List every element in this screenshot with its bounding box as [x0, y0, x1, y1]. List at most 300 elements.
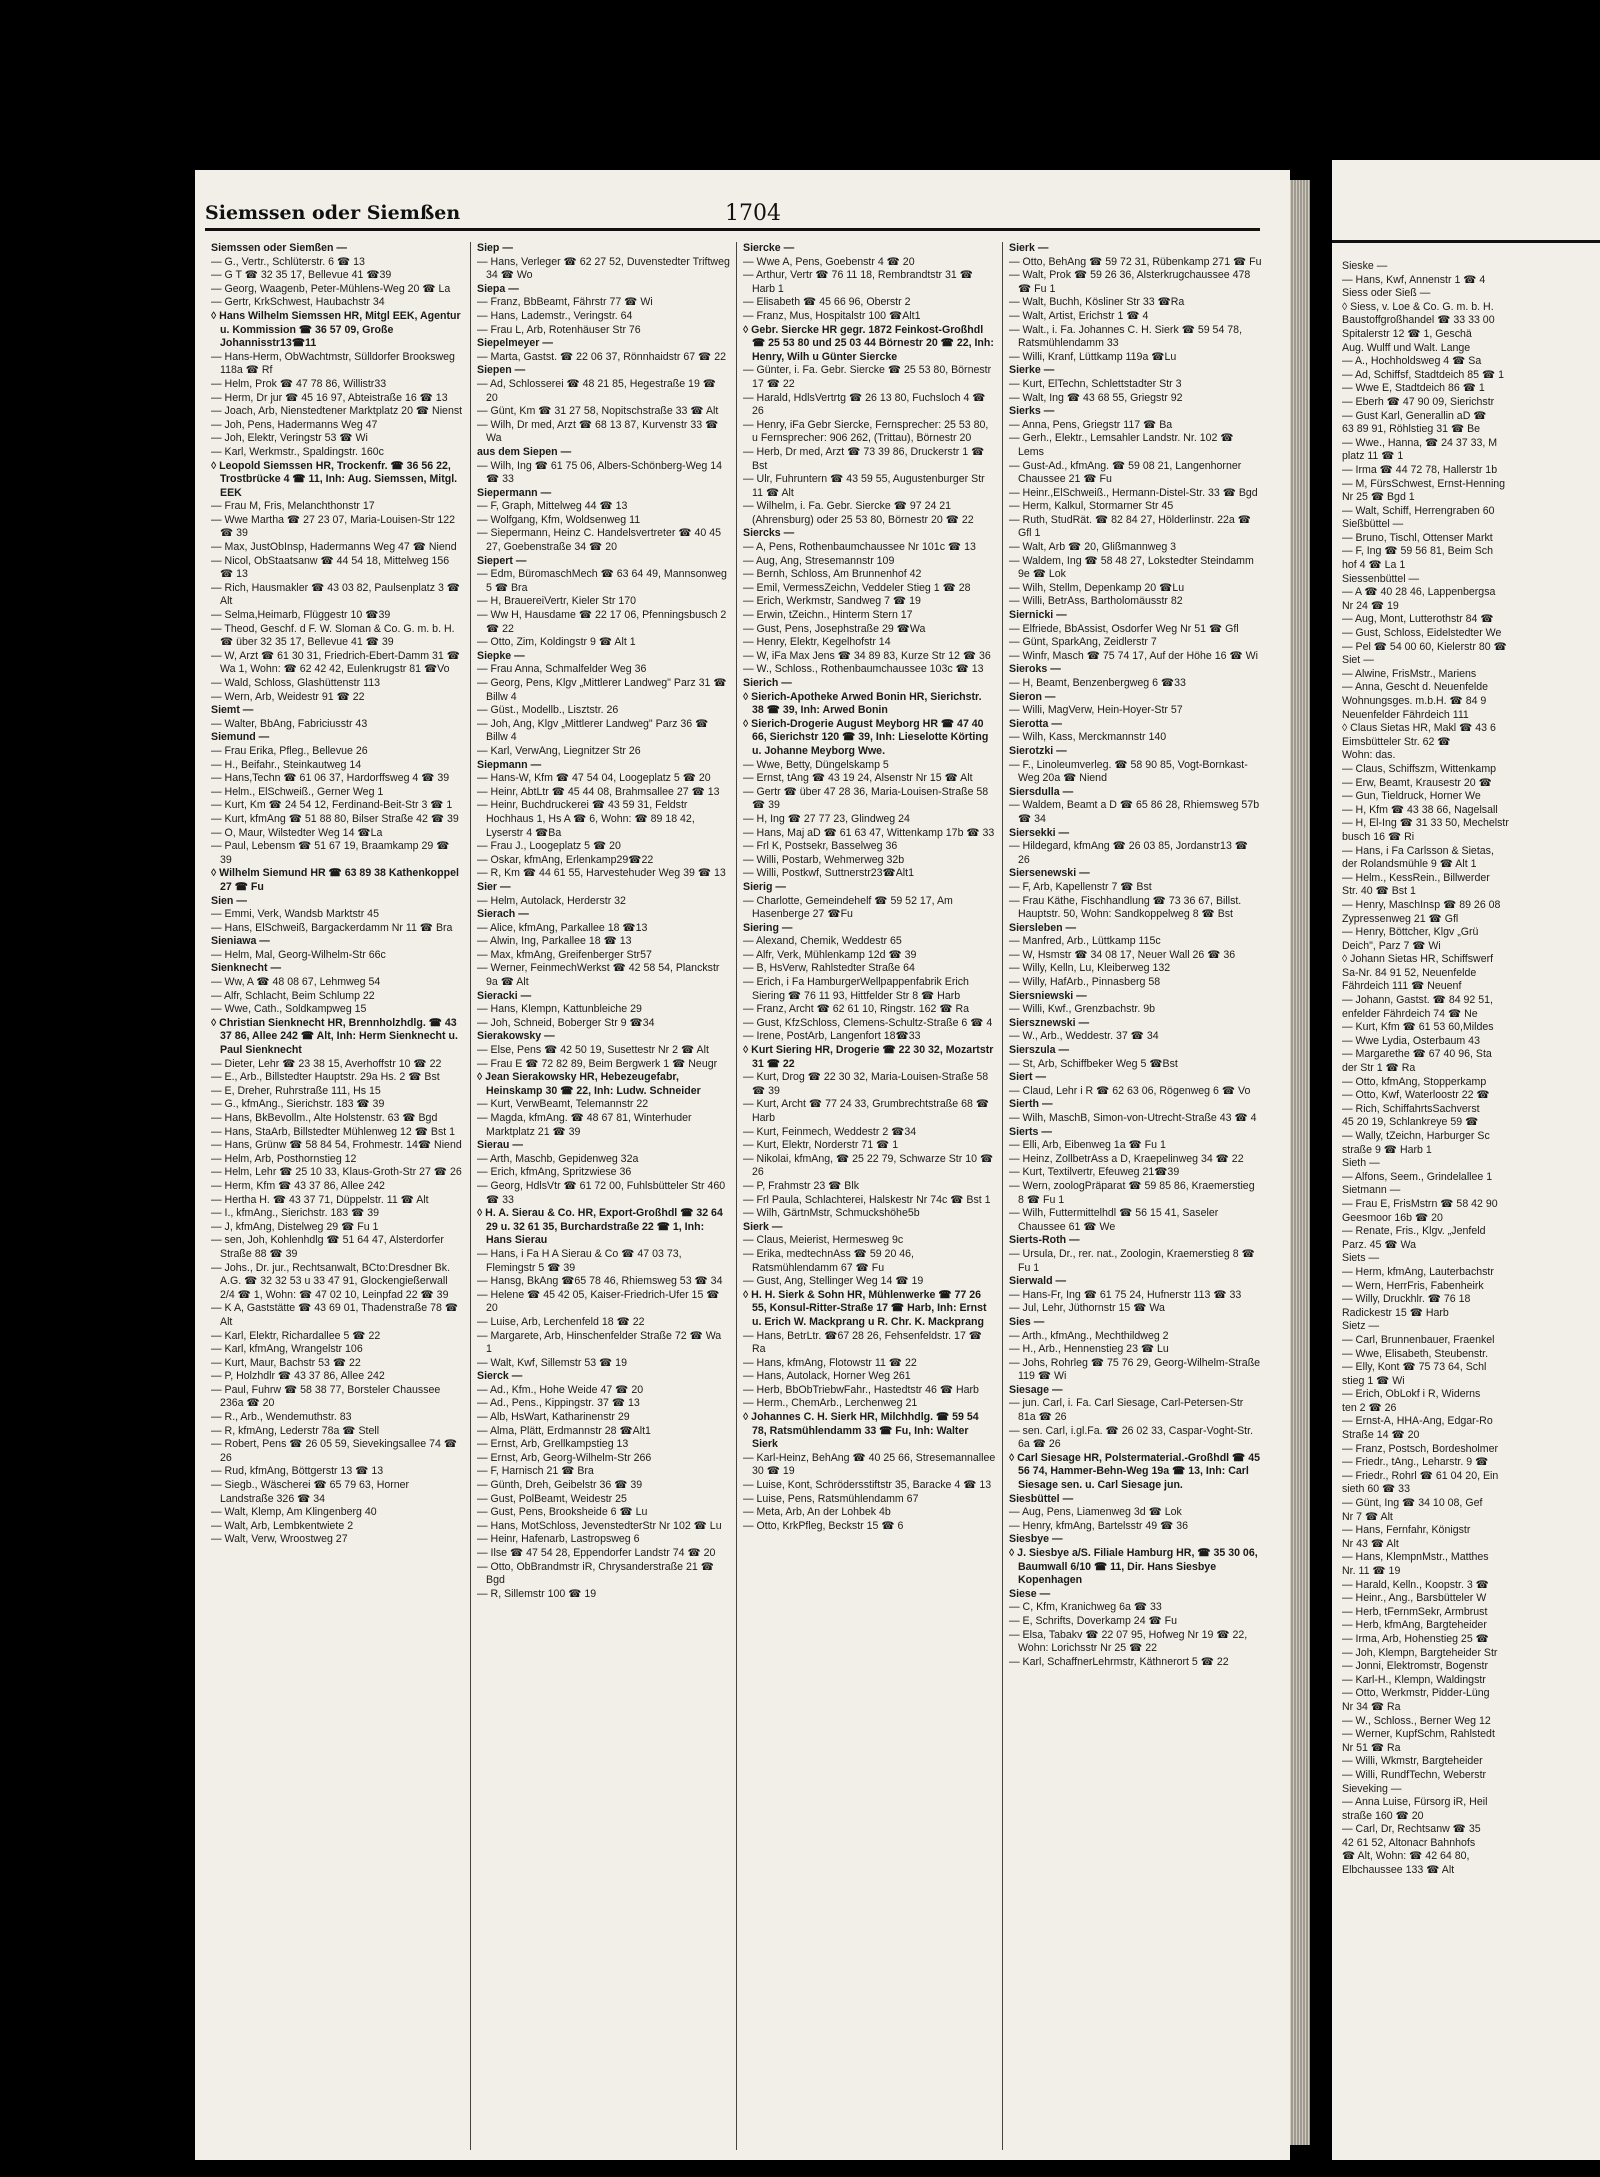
directory-entry: — Ruth, StudRät. ☎ 82 84 27, Hölderlinstr. 22a ☎ Gfl 1 — [1009, 513, 1251, 540]
directory-entry: — Paul, Fuhrw ☎ 58 38 77, Borsteler Chaussee 236a ☎ 20 — [211, 1383, 441, 1410]
directory-entry: straße 160 ☎ 20 — [1342, 1809, 1424, 1822]
directory-column-3 — [736, 242, 1002, 2150]
directory-entry: — Margarete, Arb, Hinschenfelder Straße 72 ☎ Wa 1 — [477, 1329, 722, 1356]
directory-entry: — Franz, Archt ☎ 62 61 10, Ringstr. 162 ☎ Ra — [743, 1003, 970, 1016]
directory-entry: — W., Schloss., Rothenbaumchaussee 103c ☎ 13 — [743, 663, 984, 676]
surname-heading: Siersdulla — — [1009, 785, 1074, 798]
directory-entry: — Kurt, Maur, Bachstr 53 ☎ 22 — [211, 1356, 361, 1369]
directory-entry: — A ☎ 40 28 46, Lappenbergsa — [1342, 586, 1496, 599]
directory-entry: — Joh, Klempn, Bargteheider Str — [1342, 1646, 1498, 1659]
surname-heading: Sieron — — [1009, 690, 1056, 703]
directory-entry: Spitalerstr 12 ☎ 1, Geschä — [1342, 327, 1472, 340]
directory-entry: ◊ Sierich-Apotheke Arwed Bonin HR, Sierichstr. 38 ☎ 39, Inh: Arwed Bonin — [743, 690, 982, 717]
directory-entry: — Harald, Kelln., Koopstr. 3 ☎ — [1342, 1578, 1489, 1591]
directory-entry: — Walt, Verw, Wroostweg 27 — [211, 1533, 348, 1546]
surname-heading: Siert — — [1009, 1071, 1047, 1084]
directory-entry: busch 16 ☎ Ri — [1342, 830, 1415, 843]
directory-entry: — Helm., KessRein., Billwerder — [1342, 871, 1490, 884]
directory-entry: — Anna, Gescht d. Neuenfelde — [1342, 681, 1489, 694]
directory-entry: — H, El-Ing ☎ 31 33 50, Mechelstr — [1342, 817, 1509, 830]
directory-entry: — Heinr.,ElSchweiß., Hermann-Distel-Str. 33 ☎ Bgd — [1009, 486, 1258, 499]
directory-entry: — M, FürsSchwest, Ernst-Henning — [1342, 477, 1506, 490]
surname-heading: Siepelmeyer — — [477, 337, 553, 350]
directory-entry: — Hildegard, kfmAng ☎ 26 03 85, Jordanstr13 ☎ 26 — [1009, 840, 1248, 866]
directory-entry: — sen, Joh, Kohlenhdlg ☎ 51 64 47, Alsterdorfer Straße 88 ☎ 39 — [211, 1234, 444, 1260]
surname-heading: Siernicki — — [1009, 609, 1067, 622]
directory-entry: — Alwin, Ing, Parkallee 18 ☎ 13 — [477, 935, 632, 948]
directory-entry: — Frl K, Postsekr, Basselweg 36 — [743, 840, 898, 853]
directory-entry: enfelder Fährdeich 74 ☎ Ne — [1342, 1007, 1478, 1020]
directory-entry: Str. 40 ☎ Bst 1 — [1342, 885, 1416, 898]
directory-entry: — Nicol, ObStaatsanw ☎ 44 54 18, Mittelweg 156 ☎ 13 — [211, 554, 450, 581]
directory-entry: — Frl Paula, Schlachterei, Halskestr Nr 74c ☎ Bst 1 — [743, 1193, 991, 1206]
directory-entry: — F, Arb, Kapellenstr 7 ☎ Bst — [1009, 880, 1152, 893]
directory-entry: — Heinr, AbtLtr ☎ 45 44 08, Brahmsallee 27 ☎ 13 — [477, 785, 720, 798]
directory-entry: — Herb, kfmAng, Bargteheider — [1342, 1619, 1487, 1632]
directory-entry: Wohn: das. — [1342, 749, 1396, 762]
directory-entry: Fährdeich 111 ☎ Neuenf — [1342, 980, 1462, 993]
surname-heading: aus dem Siepen — — [477, 445, 572, 458]
directory-entry: — Hans, Klempn, Kattunbleiche 29 — [477, 1003, 642, 1016]
directory-entry: — Else, Pens ☎ 42 50 19, Susettestr Nr 2 ☎ Alt — [477, 1044, 709, 1057]
directory-entry: — Johann, Gastst. ☎ 84 92 51, — [1342, 994, 1493, 1007]
surname-heading: Sienknecht — — [211, 962, 282, 975]
directory-entry: — Arth, Maschb, Gepidenweg 32a — [477, 1152, 639, 1165]
directory-entry: — Frau Anna, Schmalfelder Weg 36 — [477, 663, 647, 676]
surname-heading: Siepke — — [477, 649, 525, 662]
directory-entry: — Günter, i. Fa. Gebr. Siercke ☎ 25 53 80, Börnestr 17 ☎ 22 — [743, 364, 992, 390]
directory-entry: — Robert, Pens ☎ 26 05 59, Sievekingsallee 74 ☎ 26 — [211, 1438, 458, 1464]
directory-entry: — Pel ☎ 54 00 60, Kielerstr 80 ☎ — [1342, 640, 1507, 653]
directory-entry: — Alma, Plätt, Erdmannstr 28 ☎Alt1 — [477, 1424, 651, 1437]
surname-heading: Sierotta — — [1009, 717, 1062, 730]
directory-entry: — Luise, Arb, Lerchenfeld 18 ☎ 22 — [477, 1315, 645, 1328]
directory-entry: — Winfr, Masch ☎ 75 74 17, Auf der Höhe 16 ☎ Wi — [1009, 649, 1258, 662]
directory-entry: — Hansg, BkAng ☎65 78 46, Rhiemsweg 53 ☎ 34 — [477, 1275, 723, 1288]
directory-entry: Sietz — — [1342, 1320, 1380, 1333]
directory-entry: — W, Arzt ☎ 61 30 31, Friedrich-Ebert-Damm 31 ☎ Wa 1, Wohn: ☎ 62 42 42, Eulenkrugstr 81 ☎Vo — [211, 649, 460, 676]
directory-entry: — Georg, HdlsVtr ☎ 61 72 00, Fuhlsbütteler Str 460 ☎ 33 — [477, 1179, 726, 1206]
directory-entry: — Willy, Druckhlr. ☎ 76 18 — [1342, 1293, 1471, 1306]
directory-entry: — Wilh, Dr med, Arzt ☎ 68 13 87, Kurvenstr 33 ☎ Wa — [477, 418, 719, 445]
directory-entry: ☎ Alt, Wohn: ☎ 42 64 80, — [1342, 1850, 1470, 1863]
directory-entry: ◊ Wilhelm Siemund HR ☎ 63 89 38 Kathenkoppel 27 ☎ Fu — [211, 867, 459, 893]
directory-entry: stieg 1 ☎ Wi — [1342, 1374, 1405, 1387]
directory-entry: — F, Graph, Mittelweg 44 ☎ 13 — [477, 500, 628, 513]
directory-entry: — Luise, Pens, Ratsmühlendamm 67 — [743, 1492, 919, 1505]
directory-entry: — C, Kfm, Kranichweg 6a ☎ 33 — [1009, 1601, 1162, 1614]
directory-entry: — Gertr, KrkSchwest, Haubachstr 34 — [211, 296, 385, 309]
directory-entry: — Wwe E, Stadtdeich 86 ☎ 1 — [1342, 382, 1485, 395]
directory-entry: — Ernst, tAng ☎ 43 19 24, Alsenstr Nr 15 ☎ Alt — [743, 772, 973, 785]
directory-entry: — Helm, Lehr ☎ 25 10 33, Klaus-Groth-Str 27 ☎ 26 — [211, 1166, 462, 1179]
directory-entry: — Walt, Arb ☎ 20, Glißmannweg 3 — [1009, 541, 1177, 554]
directory-entry: — Walt, Arb, Lembkentwiete 2 — [211, 1519, 354, 1532]
directory-entry: — W, Hsmstr ☎ 34 08 17, Neuer Wall 26 ☎ 36 — [1009, 948, 1236, 961]
directory-entry: — Ww, A ☎ 48 08 67, Lehmweg 54 — [211, 976, 381, 989]
surname-heading: Sierakowsky — — [477, 1030, 555, 1043]
directory-entry: — Helm, Autolack, Herderstr 32 — [477, 894, 626, 907]
directory-entry: — Walt, Buchh, Kösliner Str 33 ☎Ra — [1009, 296, 1185, 309]
directory-entry: ◊ Christian Sienknecht HR, Brennholzhdlg. ☎ 43 37 86, Allee 242 ☎ Alt, Inh: Herm Sienknecht u. Paul Sienknecht — [211, 1016, 458, 1057]
directory-entry: ◊ Johann Sietas HR, Schiffswerf — [1342, 953, 1494, 966]
directory-entry: — H, Beamt, Benzenbergweg 6 ☎33 — [1009, 677, 1186, 689]
directory-entry: Elbchaussee 133 ☎ Alt — [1342, 1864, 1455, 1877]
directory-entry: — H, Ing ☎ 27 77 23, Glindweg 24 — [743, 812, 910, 825]
directory-entry: — Hans-W, Kfm ☎ 47 54 04, Loogeplatz 5 ☎ 20 — [477, 772, 711, 785]
directory-entry: — Erwin, tZeichn., Hinterm Stern 17 — [743, 609, 913, 622]
surname-heading: Sierts — — [1009, 1125, 1052, 1138]
directory-entry: — Herm., ChemArb., Lerchenweg 21 — [743, 1397, 918, 1410]
directory-entry: — Kurt, Feinmech, Weddestr 2 ☎34 — [743, 1125, 917, 1138]
directory-entry: — Helene ☎ 45 42 05, Kaiser-Friedrich-Ufer 15 ☎ 20 — [477, 1288, 720, 1315]
directory-entry: — Oskar, kfmAng, Erlenkamp29☎22 — [477, 853, 654, 866]
directory-entry: — Anna, Pens, Griegstr 117 ☎ Ba — [1009, 418, 1173, 431]
directory-entry: — Kurt, Textilvertr, Efeuweg 21☎39 — [1009, 1166, 1180, 1179]
directory-entry: — Ernst-A, HHA-Ang, Edgar-Ro — [1342, 1415, 1493, 1428]
directory-entry: — Herm, Kfm ☎ 43 37 86, Allee 242 — [211, 1179, 385, 1192]
directory-entry: — Bruno, Tischl, Ottenser Markt — [1342, 531, 1493, 544]
page-running-head: Siemssen oder Siemßen — [205, 202, 461, 224]
directory-entry: — Werner, KupfSchm, Rahlstedt — [1342, 1728, 1495, 1741]
directory-entry: — Bernh, Schloss, Am Brunnenhof 42 — [743, 568, 922, 581]
surname-heading: Siesbüttel — — [1009, 1492, 1074, 1505]
directory-entry: — R, Km ☎ 44 61 55, Harvestehuder Weg 39 ☎ 13 — [477, 867, 726, 880]
directory-entry: — Günt, Ing ☎ 34 10 08, Gef — [1342, 1497, 1483, 1510]
directory-entry: — Hans, KlempnMstr., Matthes — [1342, 1551, 1489, 1564]
directory-entry: — Hans, Verleger ☎ 62 27 52, Duvenstedter Triftweg 34 ☎ Wo — [477, 255, 730, 282]
next-page-partial — [1332, 160, 1600, 2160]
directory-entry: platz 11 ☎ 1 — [1342, 450, 1404, 463]
directory-entry: — Wilh, GärtnMstr, Schmuckshöhe5b — [743, 1207, 920, 1220]
directory-entry: — Gertr ☎ über 47 28 36, Maria-Louisen-Straße 58 ☎ 39 — [743, 785, 989, 812]
directory-entry: — Wwe Martha ☎ 27 23 07, Maria-Louisen-Str 122 ☎ 39 — [211, 513, 456, 540]
directory-entry: — Joh, Schneid, Boberger Str 9 ☎34 — [477, 1016, 655, 1029]
directory-entry: — Georg, Pens, Klgv „Mittlerer Landweg" Parz 31 ☎ Billw 4 — [477, 677, 727, 703]
surname-heading: Sierich — — [743, 677, 792, 689]
surname-heading: Sierach — — [477, 908, 529, 921]
surname-heading: Sieniawa — — [211, 935, 270, 948]
directory-entry: — J, kfmAng, Distelweg 29 ☎ Fu 1 — [211, 1220, 379, 1233]
directory-entry: Geesmoor 16b ☎ 20 — [1342, 1211, 1443, 1224]
directory-entry: — Wwe A, Pens, Goebenstr 4 ☎ 20 — [743, 255, 915, 268]
surname-heading: Siepermann — — [477, 486, 552, 499]
directory-entry: — W., Schloss., Berner Weg 12 — [1342, 1714, 1491, 1727]
surname-heading: Sierke — — [1009, 364, 1055, 377]
directory-entry: — Helm., ElSchweiß., Gerner Weg 1 — [211, 785, 384, 798]
directory-entry: ◊ Sierich-Drogerie August Meyborg HR ☎ 47 40 66, Sierichstr 120 ☎ 39, Inh: Lieselotte Körting u. Johanne Meyborg Wwe. — [743, 717, 989, 757]
surname-heading: Sierk — — [743, 1220, 783, 1233]
directory-entry: — Gust, Pens, Brooksheide 6 ☎ Lu — [477, 1506, 648, 1519]
directory-entry: ◊ Gebr. Siercke HR gegr. 1872 Feinkost-Großhdl ☎ 25 53 80 und 25 03 44 Börnestr 20 ☎ 22, Inh: Henry, Wilh u Günter Siercke — [743, 323, 994, 363]
page-number: 1704 — [725, 201, 781, 226]
surname-heading: Sierck — — [477, 1370, 523, 1383]
directory-entry: — Ad., Pens., Kippingstr. 37 ☎ 13 — [477, 1397, 640, 1410]
directory-entry: — Frau J., Loogeplatz 5 ☎ 20 — [477, 840, 621, 853]
directory-entry: — St, Arb, Schiffbeker Weg 5 ☎Bst — [1009, 1057, 1178, 1070]
directory-entry: — H, Kfm ☎ 43 38 66, Nagelsall — [1342, 803, 1498, 816]
surname-heading: Sien — — [211, 894, 247, 907]
directory-entry: — Ursula, Dr., rer. nat., Zoologin, Kraemerstieg 8 ☎ Fu 1 — [1009, 1247, 1255, 1274]
directory-entry: Eimsbütteler Str. 62 ☎ — [1342, 735, 1451, 748]
directory-entry: — Willi, Kwf., Grenzbachstr. 9b — [1009, 1003, 1155, 1016]
directory-entry: — Marta, Gastst. ☎ 22 06 37, Rönnhaidstr 67 ☎ 22 — [477, 350, 726, 363]
directory-entry: Sießbüttel — — [1342, 518, 1404, 531]
directory-entry: — Hans,Techn ☎ 61 06 37, Hardorffsweg 4 ☎ 39 — [211, 772, 450, 785]
directory-entry: — Frau L, Arb, Rotenhäuser Str 76 — [477, 323, 641, 336]
directory-entry: — Herb, Dr med, Arzt ☎ 73 39 86, Druckerstr 1 ☎ Bst — [743, 445, 985, 472]
directory-entry: — Wally, tZeichn, Harburger Sc — [1342, 1130, 1490, 1142]
directory-entry: — Carl, Brunnenbauer, Fraenkel — [1342, 1333, 1495, 1346]
directory-entry: — G., Vertr., Schlüterstr. 6 ☎ 13 — [211, 255, 365, 268]
surname-heading: Siep — — [477, 242, 513, 254]
directory-entry: — Irma, Arb, Hohenstieg 25 ☎ — [1342, 1632, 1489, 1645]
directory-entry: — Gust Karl, Generallin aD ☎ — [1342, 409, 1487, 422]
directory-column-4 — [1002, 242, 1268, 2150]
directory-entry: — E, Schrifts, Doverkamp 24 ☎ Fu — [1009, 1614, 1178, 1627]
surname-heading: Siersniewski — — [1009, 989, 1087, 1002]
directory-entry: — Wilh, Futtermittelhdl ☎ 56 15 41, Saseler Chaussee 61 ☎ We — [1009, 1207, 1219, 1233]
directory-entry: Nr. 11 ☎ 19 — [1342, 1565, 1401, 1577]
directory-entry: — Heinz, ZollbetrAss a D, Kraepelinweg 34 ☎ 22 — [1009, 1152, 1244, 1165]
directory-entry: Sietmann — — [1342, 1184, 1401, 1197]
directory-entry: — Eberh ☎ 47 90 09, Sierichstr — [1342, 395, 1495, 408]
directory-entry: — Rud, kfmAng, Böttgerstr 13 ☎ 13 — [211, 1465, 384, 1478]
directory-entry: — Walt., i. Fa. Johannes C. H. Sierk ☎ 59 54 78, Ratsmühlendamm 33 — [1009, 323, 1243, 350]
directory-entry: — Heinr, Buchdruckerei ☎ 43 59 31, Feldstr Hochhaus 1, Hs A ☎ 6, Wohn: ☎ 89 18 42, Lyserstr 4 ☎Ba — [477, 799, 695, 839]
directory-entry: — Erw, Beamt, Krausestr 20 ☎ — [1342, 776, 1492, 789]
directory-entry: — Hans, BkBevollm., Alte Holstenstr. 63 ☎ Bgd — [211, 1112, 438, 1124]
directory-entry: — Wwe, Betty, Düngelskamp 5 — [743, 758, 889, 771]
directory-entry: — Walt, Schiff, Herrengraben 60 — [1342, 504, 1495, 517]
directory-entry: — Wwe., Hanna, ☎ 24 37 33, M — [1342, 436, 1498, 449]
directory-entry: — Meta, Arb, An der Lohbek 4b — [743, 1506, 891, 1519]
book-page-edge — [1290, 180, 1310, 2145]
directory-entry: — Willy, HafArb., Pinnasberg 58 — [1009, 976, 1161, 989]
directory-entry: — Heinr., Ang., Barsbütteler W — [1342, 1592, 1487, 1605]
directory-entry: ten 2 ☎ 26 — [1342, 1401, 1397, 1414]
directory-entry: — Wern, HerrFris, Fabenheirk — [1342, 1279, 1484, 1292]
directory-entry: — Margarethe ☎ 67 40 96, Sta — [1342, 1048, 1492, 1061]
directory-entry: — Anna Luise, Fürsorg iR, Heil — [1342, 1796, 1488, 1809]
directory-entry: — Walter, BbAng, Fabriciusstr 43 — [211, 717, 368, 730]
directory-entry: — Franz, Mus, Hospitalstr 100 ☎Alt1 — [743, 309, 921, 322]
directory-entry: — Hans, Fernfahr, Königstr — [1342, 1524, 1471, 1537]
directory-entry: ◊ Carl Siesage HR, Polstermaterial.-Großhdl ☎ 45 56 74, Hammer-Behn-Weg 19a ☎ 13, Inh: Carl Siesage sen. u. Carl Siesage jun. — [1009, 1451, 1260, 1492]
directory-entry: — G T ☎ 32 35 17, Bellevue 41 ☎39 — [211, 269, 392, 282]
page-header — [205, 194, 1260, 231]
directory-entry: — Helm, Prok ☎ 47 78 86, Willistr33 — [211, 377, 387, 390]
directory-entry: — Hans, i Fa Carlsson & Sietas, — [1342, 844, 1494, 857]
directory-entry: hof 4 ☎ La 1 — [1342, 559, 1406, 572]
directory-entry: ◊ Leopold Siemssen HR, Trockenfr. ☎ 36 56 22, Trostbrücke 4 ☎ 11, Inh: Aug. Siemssen, Mitgl. EEK — [211, 459, 458, 499]
directory-entry: ◊ J. Siesbye a/S. Filiale Hamburg HR, ☎ 35 30 06, Baumwall 6/10 ☎ 11, Dir. Hans Siesbye Kopenhagen — [1009, 1547, 1258, 1587]
directory-entry: — Wwe Lydia, Osterbaum 43 — [1342, 1034, 1480, 1047]
directory-entry: — Ulr, Fuhruntern ☎ 43 59 55, Augustenburger Str 11 ☎ Alt — [743, 473, 985, 499]
directory-entry: — I., kfmAng., Sierichstr. 183 ☎ 39 — [211, 1207, 380, 1220]
directory-entry: — Wwe, Cath., Soldkampweg 15 — [211, 1003, 367, 1016]
directory-entry: — Otto, Werkmstr, Pidder-Lüng — [1342, 1687, 1490, 1700]
surname-heading: Siersenewski — — [1009, 867, 1090, 880]
directory-entry: — Waldem, Ing ☎ 58 48 27, Lokstedter Steindamm 9e ☎ Lok — [1009, 554, 1254, 581]
directory-entry: — P, Holzhdlr ☎ 43 37 86, Allee 242 — [211, 1370, 385, 1383]
directory-entry: Siet — — [1342, 654, 1374, 667]
directory-entry: — Alb, HsWart, Katharinenstr 29 — [477, 1411, 630, 1424]
directory-entry: — Dieter, Lehr ☎ 23 38 15, Averhoffstr 10 ☎ 22 — [211, 1057, 442, 1070]
surname-heading: Siercke — — [743, 242, 795, 254]
directory-entry: — Karl, kfmAng, Wrangelstr 106 — [211, 1343, 363, 1356]
directory-entry: — W., Arb., Weddestr. 37 ☎ 34 — [1009, 1030, 1159, 1043]
directory-entry: — Kurt, Drog ☎ 22 30 32, Maria-Louisen-Straße 58 ☎ 39 — [743, 1071, 989, 1097]
directory-entry: — Karl, Werkmstr., Spaldingstr. 160c — [211, 445, 384, 458]
directory-entry: — Renate, Fris., Klgv. „Jenfeld — [1342, 1225, 1486, 1238]
directory-entry: — Kurt, Km ☎ 24 54 12, Ferdinand-Beit-Str 3 ☎ 1 — [211, 799, 453, 812]
surname-heading: Sierwald — — [1009, 1275, 1067, 1288]
directory-entry: Nr 34 ☎ Ra — [1342, 1700, 1401, 1713]
directory-entry: — Erika, medtechnAss ☎ 59 20 46, Ratsmühlendamm 67 ☎ Fu — [743, 1247, 915, 1274]
directory-entry: — Hans, Lademstr., Veringstr. 64 — [477, 309, 633, 322]
directory-entry: — Theod, Geschf. d F. W. Sloman & Co. G. m. b. H. ☎ über 32 35 17, Bellevue 41 ☎ 39 — [211, 622, 455, 649]
surname-heading: Siesbye — — [1009, 1533, 1063, 1546]
directory-entry: — Hans, Maj aD ☎ 61 63 47, Wittenkamp 17b ☎ 33 — [743, 826, 995, 839]
surname-heading: Sierts-Roth — — [1009, 1234, 1080, 1247]
directory-entry: — R, Sillemstr 100 ☎ 19 — [477, 1587, 597, 1600]
directory-entry: — Rich, SchiffahrtsSachverst — [1342, 1102, 1480, 1115]
directory-entry: — Emmi, Verk, Wandsb Marktstr 45 — [211, 908, 379, 921]
directory-entry: — Manfred, Arb., Lüttkamp 115c — [1009, 935, 1161, 948]
directory-entry: — Magda, kfmAng. ☎ 48 67 81, Winterhuder Marktplatz 21 ☎ 39 — [477, 1112, 692, 1138]
directory-entry: — Otto, BehAng ☎ 59 72 31, Rübenkamp 271 ☎ Fu — [1009, 255, 1262, 268]
directory-entry: — Alfr, Verk, Mühlenkamp 12d ☎ 39 — [743, 948, 917, 961]
directory-entry: Siess oder Sieß — — [1342, 287, 1431, 300]
directory-entry: — Willi, Postarb, Wehmerweg 32b — [743, 853, 905, 866]
directory-entry: — Gust, Ang, Stellinger Weg 14 ☎ 19 — [743, 1275, 924, 1288]
directory-entry: — Friedr., Rohrl ☎ 61 04 20, Ein — [1342, 1469, 1499, 1482]
directory-entry: — Otto, Kwf, Waterloostr 22 ☎ — [1342, 1089, 1490, 1102]
directory-entry: — H., Beifahr., Steinkautweg 14 — [211, 758, 362, 771]
directory-entry: — Carl, Dr, Rechtsanw ☎ 35 — [1342, 1823, 1481, 1836]
directory-entry: — Irma ☎ 44 72 78, Hallerstr 1b — [1342, 463, 1498, 476]
directory-entry: — Ad, Schiffsf, Stadtdeich 85 ☎ 1 — [1342, 368, 1504, 381]
surname-heading: Siersznewski — — [1009, 1016, 1090, 1029]
directory-entry: ◊ Siess, v. Loe & Co. G. m. b. H. — [1342, 300, 1494, 313]
directory-entry: — jun. Carl, i. Fa. Carl Siesage, Carl-Petersen-Str 81a ☎ 26 — [1009, 1397, 1244, 1424]
directory-entry: — Charlotte, Gemeindehelf ☎ 59 52 17, Am Hasenberge 27 ☎Fu — [743, 894, 953, 921]
directory-entry: — Hans, Autolack, Horner Weg 261 — [743, 1370, 911, 1383]
surname-heading: Sierk — — [1009, 242, 1049, 254]
surname-heading: Siersleben — — [1009, 921, 1077, 934]
surname-heading: Sierks — — [1009, 405, 1055, 418]
directory-entry: ◊ Jean Sierakowsky HR, Hebezeugefabr, Heinskamp 30 ☎ 22, Inh: Ludw. Schneider — [477, 1071, 701, 1097]
directory-entry: — Wwe, Elisabeth, Steubenstr. — [1342, 1347, 1489, 1360]
directory-entry: — F, Harnisch 21 ☎ Bra — [477, 1465, 594, 1478]
directory-entry: — Günth, Dreh, Geibelstr 36 ☎ 39 — [477, 1479, 643, 1492]
directory-entry: — Hans, i Fa H A Sierau & Co ☎ 47 03 73, Flemingstr 5 ☎ 39 — [477, 1247, 682, 1274]
directory-entry: — Jul, Lehr, Jüthornstr 15 ☎ Wa — [1009, 1302, 1165, 1315]
directory-entry: — Hans, Grünw ☎ 58 84 54, Frohmestr. 14☎ Niend — [211, 1139, 462, 1152]
directory-entry: — Friedr., tAng., Leharstr. 9 ☎ — [1342, 1456, 1489, 1469]
directory-entry: Parz. 45 ☎ Wa — [1342, 1238, 1417, 1251]
directory-entry: — Irene, PostArb, Langenfort 18☎33 — [743, 1030, 921, 1043]
directory-entry: — O, Maur, Wilstedter Weg 14 ☎La — [211, 826, 383, 839]
directory-entry: straße 9 ☎ Harb 1 — [1342, 1143, 1432, 1156]
directory-entry: — Henry, Böttcher, Klgv „Grü — [1342, 926, 1479, 939]
directory-entry: — Frau Erika, Pfleg., Bellevue 26 — [211, 744, 368, 757]
directory-entry: Radickestr 15 ☎ Harb — [1342, 1306, 1449, 1319]
directory-entry: — Wern, Arb, Weidestr 91 ☎ 22 — [211, 690, 365, 703]
directory-entry: Siessenbüttel — — [1342, 572, 1420, 585]
directory-entry: — Joh, Ang, Klgv „Mittlerer Landweg" Parz 36 ☎ Billw 4 — [477, 717, 709, 744]
directory-entry: — Hans, ElSchweiß, Bargackerdamm Nr 11 ☎ Bra — [211, 921, 453, 934]
directory-entry: — Nikolai, kfmAng, ☎ 25 22 79, Schwarze Str 10 ☎ 26 — [743, 1152, 994, 1179]
directory-entry: — Joach, Arb, Nienstedtener Marktplatz 20 ☎ Nienst — [211, 405, 463, 418]
directory-entry: — Walt, Kwf, Sillemstr 53 ☎ 19 — [477, 1356, 627, 1369]
directory-entry: — Elisabeth ☎ 45 66 96, Oberstr 2 — [743, 296, 911, 309]
directory-entry: — Werner, FeinmechWerkst ☎ 42 58 54, Planckstr 9a ☎ Alt — [477, 962, 720, 989]
directory-entry: — Franz, BbBeamt, Fährstr 77 ☎ Wi — [477, 296, 653, 309]
directory-entry: — Hans, Kwf, Annenstr 1 ☎ 4 — [1342, 273, 1486, 286]
directory-entry: ◊ H. A. Sierau & Co. HR, Export-Großhdl ☎ 32 64 29 u. 32 61 35, Burchardstraße 22 ☎ 1, Inh: Hans Sierau — [477, 1207, 723, 1247]
directory-entry: — Erich, kfmAng, Spritzwiese 36 — [477, 1166, 632, 1179]
directory-entry: — Joh, Elektr, Veringstr 53 ☎ Wi — [211, 432, 368, 445]
directory-entry: — Rich, Hausmakler ☎ 43 03 82, Paulsenplatz 3 ☎ Alt — [211, 581, 460, 608]
directory-entry: — Claus, Schiffszm, Wittenkamp — [1342, 762, 1497, 775]
directory-entry: — H, BrauereiVertr, Kieler Str 170 — [477, 595, 636, 608]
surname-heading: Sierau — — [477, 1139, 523, 1152]
directory-entry: — Herb, tFernmSekr, Armbrust — [1342, 1605, 1488, 1618]
directory-entry: — Georg, Waagenb, Peter-Mühlens-Weg 20 ☎ La — [211, 282, 451, 295]
directory-entry: — Wolfgang, Kfm, Woldsenweg 11 — [477, 513, 641, 526]
directory-entry: — Aug, Mont, Lutterothstr 84 ☎ — [1342, 613, 1494, 626]
directory-entry: — Gun, Tieldruck, Horner We — [1342, 790, 1481, 803]
directory-entry: — Hans, MotSchloss, JevenstedterStr Nr 102 ☎ Lu — [477, 1519, 722, 1532]
surname-heading: Siemund — — [211, 731, 270, 744]
directory-column-2 — [470, 242, 736, 2150]
directory-entry: — Luise, Kont, Schrödersstiftstr 35, Baracke 4 ☎ 13 — [743, 1479, 992, 1492]
directory-entry: Baustoffgroßhandel ☎ 33 33 00 — [1342, 314, 1495, 327]
directory-entry: — Frau E, FrisMstrn ☎ 58 42 90 — [1342, 1197, 1498, 1210]
directory-entry: — Willy, Kelln, Lu, Kleiberweg 132 — [1009, 962, 1171, 975]
directory-entry: — Claud, Lehr i R ☎ 62 63 06, Rögenweg 6 ☎ Vo — [1009, 1084, 1251, 1097]
directory-entry: — Hans-Fr, Ing ☎ 61 75 24, Hufnerstr 113 ☎ 33 — [1009, 1288, 1242, 1301]
directory-entry: — Otto, kfmAng, Stopperkamp — [1342, 1075, 1487, 1088]
directory-entry: — Alfr, Schlacht, Beim Schlump 22 — [211, 989, 375, 1002]
directory-entry: — Kurt, Kfm ☎ 61 53 60,Mildes — [1342, 1021, 1494, 1034]
directory-entry: — Ad, Schlosserei ☎ 48 21 85, Hegestraße 19 ☎ 20 — [477, 377, 716, 404]
directory-entry: — P, Frahmstr 23 ☎ Blk — [743, 1179, 860, 1192]
directory-entry: — Gust, PolBeamt, Weidestr 25 — [477, 1492, 627, 1505]
directory-entry: — Wilh, Stellm, Depenkamp 20 ☎Lu — [1009, 581, 1185, 594]
directory-entry: sieth 60 ☎ 33 — [1342, 1483, 1410, 1496]
directory-entry: Neuenfelder Fährdeich 111 — [1342, 708, 1469, 721]
directory-entry: — Gust, KfzSchloss, Clemens-Schultz-Straße 6 ☎ 4 — [743, 1016, 993, 1029]
directory-entry: — Wern, zoologPräparat ☎ 59 85 86, Kraemerstieg 8 ☎ Fu 1 — [1009, 1179, 1255, 1206]
directory-entry: — A, Pens, Rothenbaumchaussee Nr 101c ☎ 13 — [743, 541, 976, 554]
directory-entry: — Max, kfmAng, Greifenberger Str57 — [477, 948, 652, 961]
directory-entry: — Frau Käthe, Fischhandlung ☎ 73 36 67, Billst. Hauptstr. 50, Wohn: Sandkoppelweg 8 ☎ Bst — [1009, 894, 1242, 921]
directory-entry: — Wilh, Kass, Merckmannstr 140 — [1009, 731, 1167, 744]
directory-entry: 42 61 52, Altonacr Bahnhofs — [1342, 1836, 1476, 1849]
next-page-column — [1342, 260, 1600, 2150]
directory-entry: — Gerh., Elektr., Lemsahler Landstr. Nr. 102 ☎ Lems — [1009, 432, 1234, 458]
surname-heading: Siering — — [743, 921, 793, 934]
directory-entry: — Hertha H. ☎ 43 37 71, Düppelstr. 11 ☎ Alt — [211, 1193, 429, 1206]
directory-entry: — Aug, Pens, Liamenweg 3d ☎ Lok — [1009, 1506, 1182, 1519]
directory-page — [195, 170, 1290, 2160]
directory-entry: — Frau E ☎ 72 82 89, Beim Bergwerk 1 ☎ Neugr — [477, 1057, 718, 1070]
directory-entry: — Emil, VermessZeichn, Veddeler Stieg 1 ☎ 28 — [743, 581, 971, 594]
directory-entry: — Karl, VerwAng, Liegnitzer Str 26 — [477, 744, 641, 757]
